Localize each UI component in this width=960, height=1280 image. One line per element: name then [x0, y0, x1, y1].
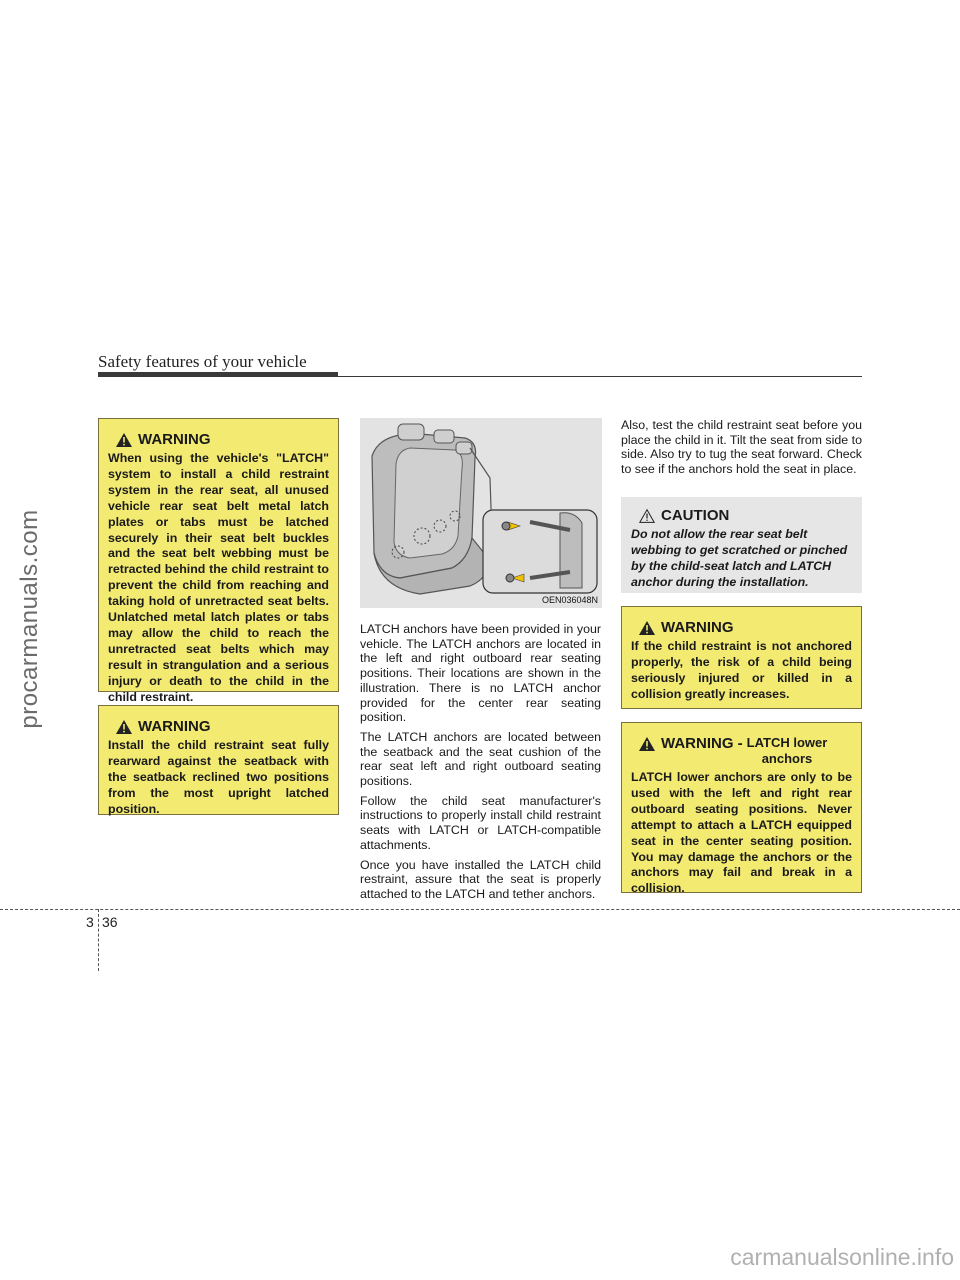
warning-triangle-icon: [116, 433, 132, 447]
warning-box-anchoring: [621, 606, 862, 709]
warning-box-seatback: [98, 705, 339, 815]
footer-dashed-divider: [98, 909, 99, 971]
header-rule: [98, 376, 862, 377]
warning-triangle-icon: [116, 720, 132, 734]
paragraph: The LATCH anchors are located between the seatback and the seat cushion of the rear seat left and right outboard seating positions.: [360, 729, 601, 789]
paragraph: Also, test the child restraint seat before you place the child in it. Tilt the seat from side to side. Also try to tug the seat forward. Check to see if the anchors hold the seat in place.: [621, 418, 862, 477]
warning-text: LATCH lower anchors are only to be used with the left and right rear outboard seating positions. Never attempt to attach a LATCH equipped seat in the center seating position. You may damage the anchors or the anchors may fail and break in a collision.: [631, 770, 852, 896]
warning-text: If the child restraint is not anchored properly, the risk of a child being seriously injured or killed in a collision greatly increases.: [631, 639, 852, 701]
warning-text: Install the child restraint seat fully rearward against the seatback with the seatback reclined two positions from the most upright latched position.: [108, 738, 329, 816]
warning-box-latch-belts: [98, 418, 339, 704]
warning-triangle-icon: [639, 621, 655, 635]
latch-body-text: [360, 622, 601, 907]
page-number: 36: [102, 914, 118, 930]
warning-title: WARNING: [116, 431, 329, 448]
caution-box: [621, 497, 862, 593]
caution-triangle-icon: [639, 509, 655, 523]
test-seat-text: [621, 418, 862, 482]
page-header-title: Safety features of your vehicle: [98, 352, 307, 371]
warning-triangle-icon: [639, 737, 655, 751]
rear-seat-drawing: [360, 418, 602, 608]
paragraph: LATCH anchors have been provided in your vehicle. The LATCH anchors are located in the left and right outboard rear seating positions. Their locations are shown in the illustration. There is no LATCH anchor provided for the center rear seating position.: [360, 622, 601, 725]
warning-title: WARNING - LATCH lower anchors: [639, 735, 852, 767]
latch-anchor-illustration: [360, 418, 602, 608]
chapter-number: 3: [86, 914, 94, 930]
bottom-watermark: carmanualsonline.info: [730, 1244, 954, 1270]
warning-title: WARNING: [116, 718, 329, 735]
warning-box-latch-lower-anchors: [621, 722, 862, 896]
footer-dashed-rule: [0, 909, 960, 910]
paragraph: Once you have installed the LATCH child restraint, assure that the seat is properly attached to the LATCH and tether anchors.: [360, 857, 601, 901]
warning-text: When using the vehicle's "LATCH" system to install a child restraint system in the rear seat, all unused vehicle rear seat belt metal latch plates or tabs must be latched securely in their seat belt buckles and the seat belt webbing must be retracted behind the child restraint to prevent the child from reaching and taking hold of unretracted seat belts. Unlatched metal latch plates or tabs may allow the child to reach the unretracted seat belts which may result in strangulation and a serious injury or death to the child in the child restraint.: [108, 451, 329, 704]
caution-text: Do not allow the rear seat belt webbing to get scratched or pinched by the child-seat latch and LATCH anchor during the installation.: [631, 527, 848, 589]
illustration-code: OEN036048N: [541, 595, 598, 605]
caution-title: CAUTION: [639, 507, 852, 524]
warning-subtitle: LATCH lower anchors: [746, 735, 828, 766]
warning-title: WARNING: [639, 619, 852, 636]
side-watermark: procarmanuals.com: [16, 509, 43, 729]
paragraph: Follow the child seat manufacturer's instructions to properly install child restraint seats with LATCH or LATCH-compatible attachments.: [360, 793, 601, 852]
